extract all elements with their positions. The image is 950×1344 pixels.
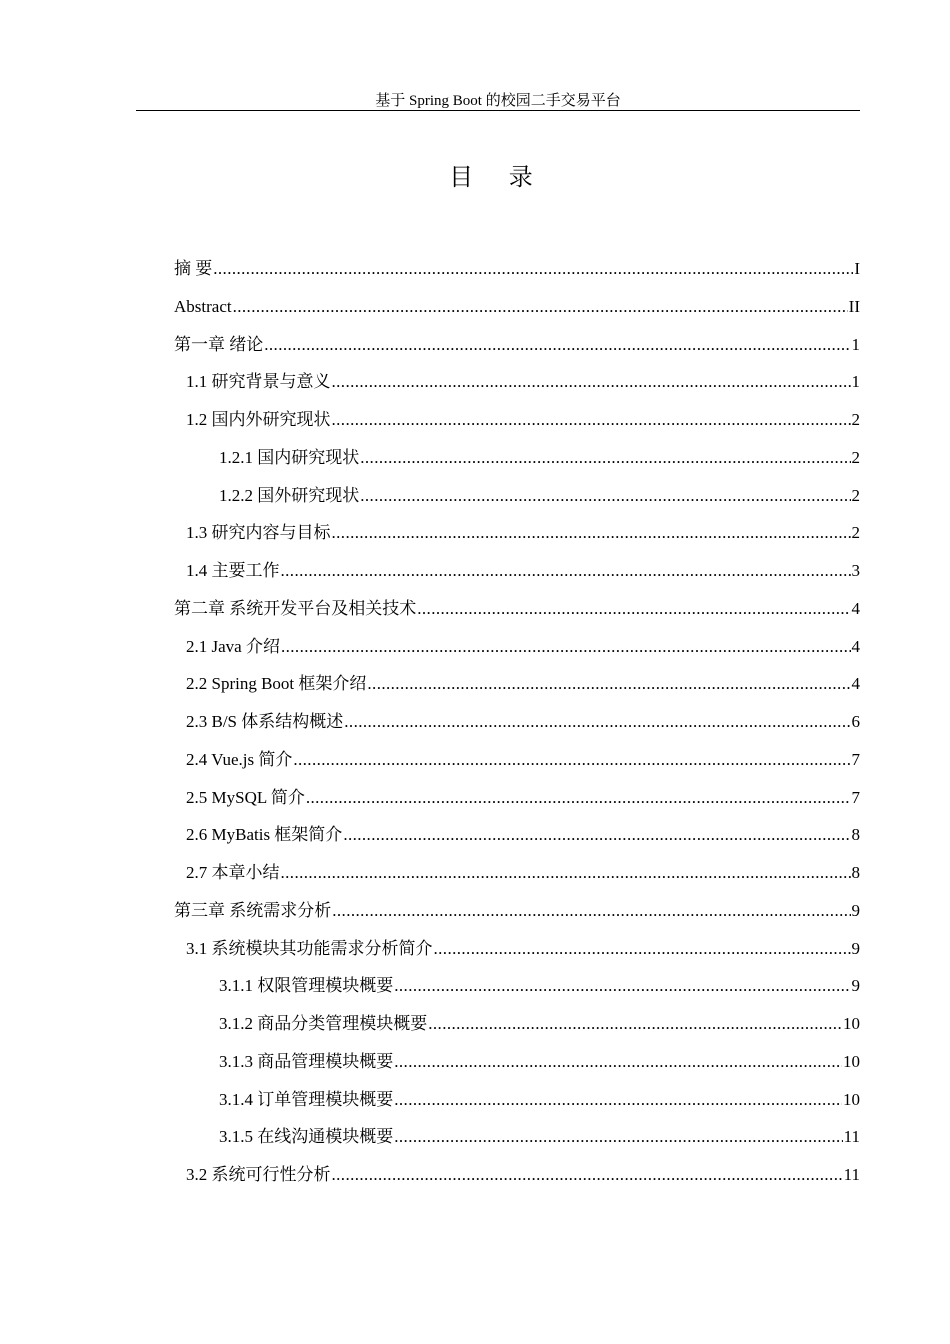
toc-entry-text: 第二章 系统开发平台及相关技术 [174,598,417,618]
toc-page-number: 11 [843,1165,860,1184]
toc-entry-text: 3.1.2 商品分类管理模块概要 [219,1014,428,1033]
toc-entry-1-4[interactable] [174,552,860,590]
toc-page-number: 10 [843,1089,860,1109]
toc-entry-1-2[interactable] [174,401,860,439]
toc-entry-text: 1.3 研究内容与目标 [186,523,331,543]
toc-entry-text: 2.5 MySQL 简介 [186,787,305,807]
toc-entry-chapter-3[interactable] [174,892,860,930]
toc-page-number: 10 [843,1014,860,1033]
toc-entry-3-1-2[interactable] [174,1005,860,1043]
toc-entry-text: 2.6 MyBatis 框架简介 [186,825,343,845]
toc-dot-leader [233,288,848,326]
toc-entry-chapter-2[interactable] [174,590,860,628]
toc-page-number: 2 [851,410,860,429]
toc-heading: 目 录 [449,163,547,191]
toc-dot-leader [281,552,851,590]
toc-page-number: II [848,296,860,316]
toc-entry-3-1-4[interactable] [174,1081,860,1119]
toc-entry-chapter-1[interactable] [174,326,860,364]
toc-dot-leader [394,1118,842,1156]
toc-entry-text: 3.2 系统可行性分析 [186,1165,331,1184]
toc-entry-text: 第一章 绪论 [174,334,264,354]
toc-entry-text: 2.4 Vue.js 简介 [186,749,293,769]
toc-page-number: 2 [851,523,860,543]
toc-dot-leader [332,514,851,552]
toc-entry-2-7[interactable] [174,854,860,892]
toc-dot-leader [264,326,850,364]
toc-entry-1-2-2[interactable] [174,477,860,515]
toc-entry-text: 摘 要 [174,259,213,278]
toc-entry-text: 3.1.4 订单管理模块概要 [219,1089,394,1109]
toc-entry-2-5[interactable] [174,779,860,817]
toc-entry-abstract-en[interactable] [174,288,860,326]
toc-page-number: 1 [851,372,860,392]
toc-entry-text: 2.3 B/S 体系结构概述 [186,712,344,731]
toc-page-number: 10 [843,1051,860,1071]
toc-entry-3-1-5[interactable] [174,1118,860,1156]
toc-entry-2-3[interactable] [174,703,860,741]
toc-page-number: 9 [851,900,860,920]
toc-dot-leader [434,930,851,968]
toc-dot-leader [343,816,850,854]
toc-entry-text: 1.1 研究背景与意义 [186,372,331,392]
toc-entry-1-3[interactable] [174,514,860,552]
toc-dot-leader [332,363,851,401]
table-of-contents [174,250,860,1194]
running-header: 基于 Spring Boot 的校园二手交易平台 [375,93,621,109]
toc-page-number: I [854,259,860,278]
toc-entry-2-6[interactable] [174,816,860,854]
toc-page-number: 4 [851,674,860,694]
toc-entry-text: 2.2 Spring Boot 框架介绍 [186,674,367,694]
toc-dot-leader [344,703,850,741]
toc-dot-leader [417,590,850,628]
toc-entry-3-1[interactable] [174,930,860,968]
toc-dot-leader [213,250,853,288]
toc-page-number: 2 [851,485,860,505]
toc-page-number: 2 [851,447,860,467]
toc-entry-text: 2.7 本章小结 [186,863,280,882]
toc-page-number: 6 [851,712,860,731]
toc-dot-leader [293,741,850,779]
toc-dot-leader [306,779,851,817]
toc-dot-leader [367,665,850,703]
toc-entry-abstract-cn[interactable] [174,250,860,288]
toc-dot-leader [394,1081,842,1119]
toc-dot-leader [332,1156,843,1194]
toc-dot-leader [281,854,851,892]
toc-entry-text: 3.1 系统模块其功能需求分析简介 [186,938,433,958]
toc-page-number: 8 [851,825,860,845]
toc-entry-3-1-1[interactable] [174,967,860,1005]
toc-entry-1-2-1[interactable] [174,439,860,477]
toc-entry-text: Abstract [174,296,232,316]
toc-dot-leader [394,967,850,1005]
toc-entry-text: 第三章 系统需求分析 [174,900,332,920]
toc-page-number: 4 [851,636,860,656]
toc-entry-2-2[interactable] [174,665,860,703]
toc-dot-leader [332,401,851,439]
toc-dot-leader [360,439,850,477]
toc-entry-2-4[interactable] [174,741,860,779]
toc-page-number: 9 [851,976,860,996]
toc-entry-3-2[interactable] [174,1156,860,1194]
toc-entry-text: 3.1.3 商品管理模块概要 [219,1051,394,1071]
toc-page-number: 11 [843,1127,860,1147]
toc-page-number: 8 [851,863,860,882]
toc-dot-leader [332,892,850,930]
toc-page-number: 7 [851,787,860,807]
toc-entry-text: 1.2 国内外研究现状 [186,410,331,429]
toc-dot-leader [281,628,851,666]
toc-entry-text: 3.1.5 在线沟通模块概要 [219,1127,394,1147]
toc-page-number: 4 [851,598,860,618]
toc-entry-text: 1.2.1 国内研究现状 [219,447,360,467]
toc-entry-text: 3.1.1 权限管理模块概要 [219,976,394,996]
toc-entry-3-1-3[interactable] [174,1043,860,1081]
header-rule [136,110,860,111]
toc-dot-leader [360,477,850,515]
toc-page-number: 9 [851,938,860,958]
toc-page-number: 3 [851,561,860,580]
toc-entry-text: 1.2.2 国外研究现状 [219,485,360,505]
toc-entry-1-1[interactable] [174,363,860,401]
toc-entry-text: 1.4 主要工作 [186,561,280,580]
toc-entry-text: 2.1 Java 介绍 [186,636,280,656]
toc-entry-2-1[interactable] [174,628,860,666]
toc-page-number: 1 [851,334,860,354]
toc-page-number: 7 [851,749,860,769]
toc-dot-leader [428,1005,842,1043]
toc-dot-leader [394,1043,842,1081]
